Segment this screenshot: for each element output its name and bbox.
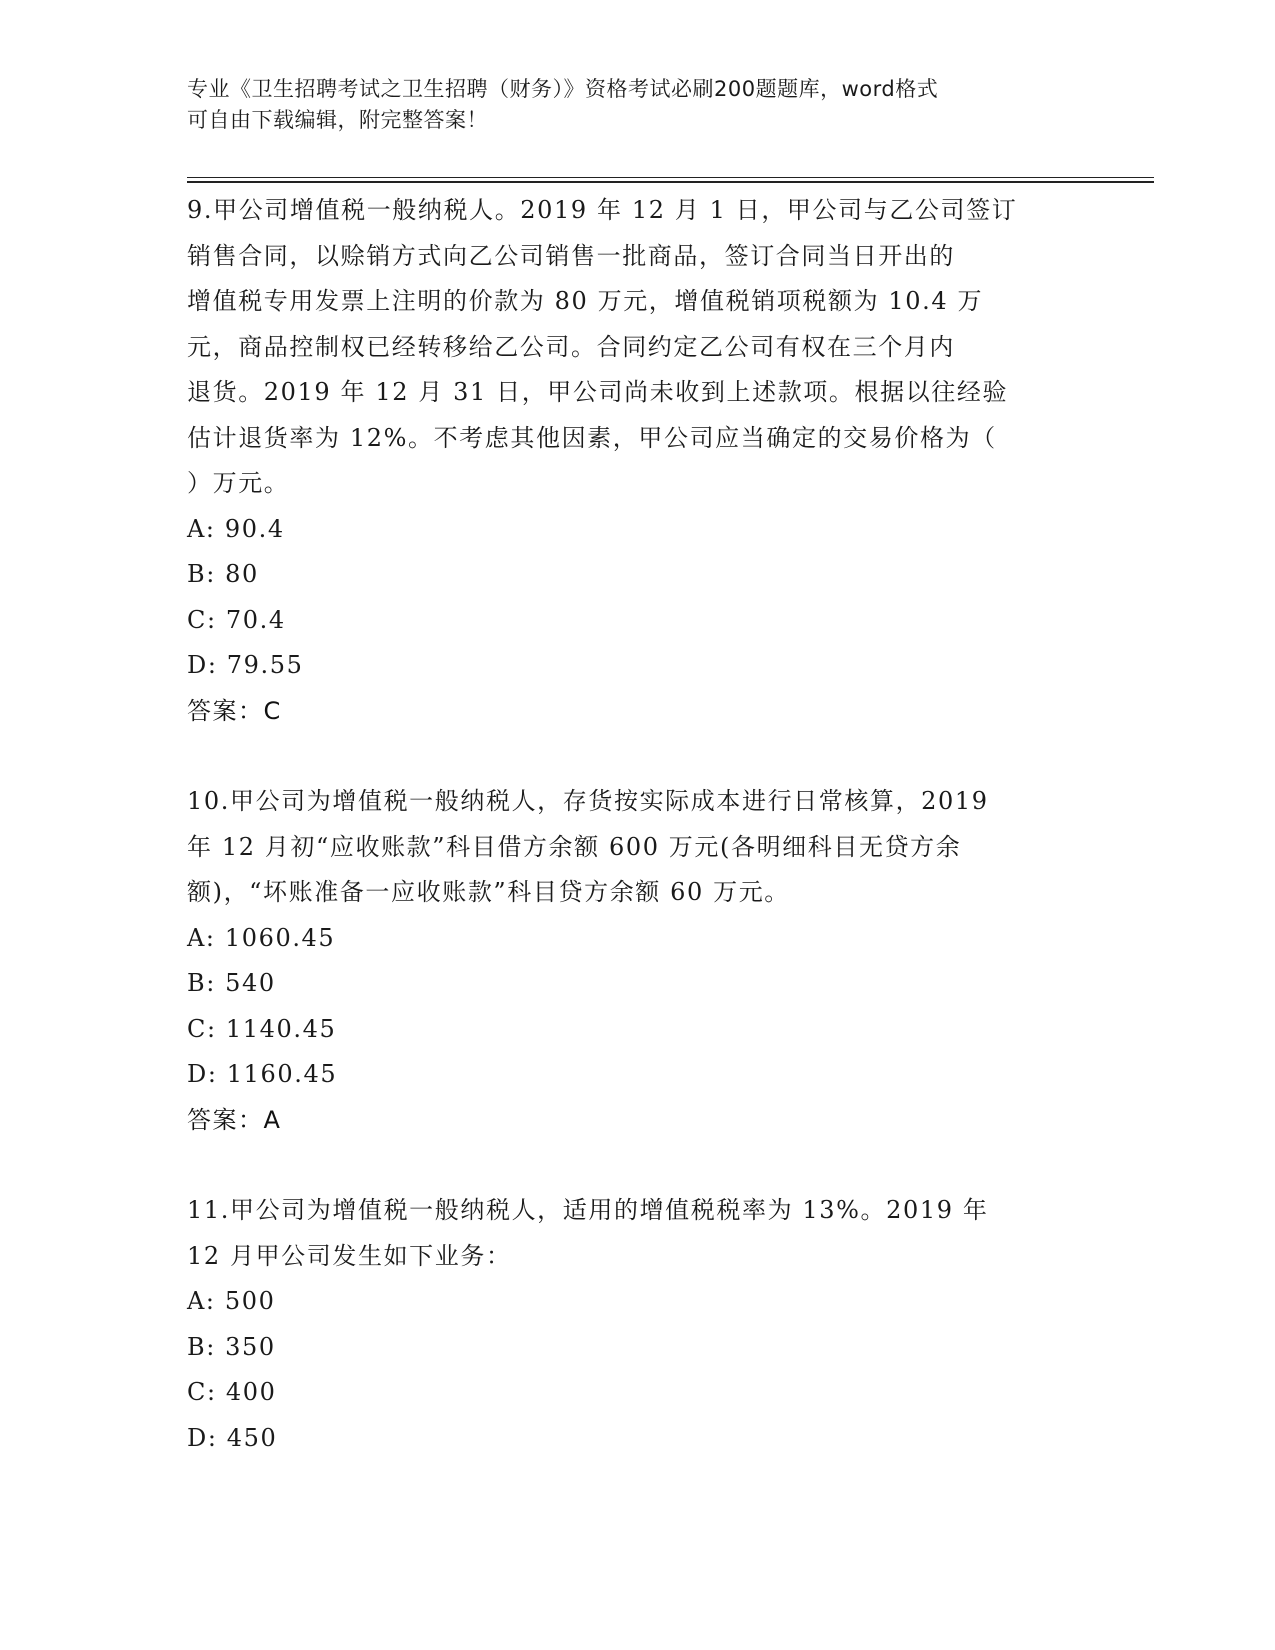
question-text-line: ）万元。	[187, 469, 290, 497]
option-d: D: 1160.45	[187, 1060, 338, 1088]
option-b: B: 80	[187, 560, 259, 588]
question-text-line: 11.甲公司为增值税一般纳税人，适用的增值税税率为 13%。2019 年	[187, 1196, 989, 1224]
option-c: C: 1140.45	[187, 1014, 337, 1043]
option-b: B: 540	[187, 969, 276, 997]
question-list	[187, 188, 1087, 1461]
option-a: A: 1060.45	[187, 923, 336, 952]
answer-line: 答案：C	[187, 696, 282, 725]
header-line-2: 可自由下载编辑，附完整答案！	[187, 108, 488, 132]
answer-line: 答案：A	[187, 1105, 282, 1134]
question-text-line: 退货。2019 年 12 月 31 日，甲公司尚未收到上述款项。根据以往经验	[187, 378, 1009, 406]
question-text-line: 元，商品控制权已经转移给乙公司。合同约定乙公司有权在三个月内	[187, 332, 955, 361]
option-a: A: 500	[187, 1287, 276, 1315]
question-10-text	[187, 779, 1087, 916]
question-text-line: 销售合同，以赊销方式向乙公司销售一批商品，签订合同当日开出的	[187, 241, 955, 270]
option-a: A: 90.4	[187, 514, 285, 543]
header-line-1: 专业《卫生招聘考试之卫生招聘（财务）》资格考试必刷200题题库，word格式	[187, 77, 939, 101]
header-divider-thick	[187, 181, 1154, 183]
question-9-text	[187, 188, 1087, 507]
option-d: D: 450	[187, 1423, 278, 1452]
question-10	[187, 779, 1087, 1143]
question-text-line: 年 12 月初“应收账款”科目借方余额 600 万元(各明细科目无贷方余	[187, 832, 962, 861]
question-spacer	[187, 734, 1087, 779]
header-divider-thin	[187, 177, 1154, 178]
question-text-line: 估计退货率为 12%。不考虑其他因素，甲公司应当确定的交易价格为（	[187, 423, 997, 452]
question-text-line: 12 月甲公司发生如下业务：	[187, 1241, 512, 1270]
option-b: B: 350	[187, 1332, 276, 1361]
question-11	[187, 1188, 1087, 1461]
question-text-line: 增值税专用发票上注明的价款为 80 万元，增值税销项税额为 10.4 万	[187, 287, 984, 315]
option-c: C: 400	[187, 1378, 277, 1406]
question-text-line: 额)，“坏账准备一应收账款”科目贷方余额 60 万元。	[187, 878, 790, 906]
option-c: C: 70.4	[187, 605, 286, 634]
question-9	[187, 188, 1087, 734]
option-d: D: 79.55	[187, 651, 304, 679]
document-header	[187, 74, 1067, 136]
question-11-text	[187, 1188, 1087, 1279]
question-text-line: 9.甲公司增值税一般纳税人。2019 年 12 月 1 日，甲公司与乙公司签订	[187, 196, 1018, 224]
question-text-line: 10.甲公司为增值税一般纳税人，存货按实际成本进行日常核算，2019	[187, 787, 989, 815]
question-spacer	[187, 1143, 1087, 1188]
